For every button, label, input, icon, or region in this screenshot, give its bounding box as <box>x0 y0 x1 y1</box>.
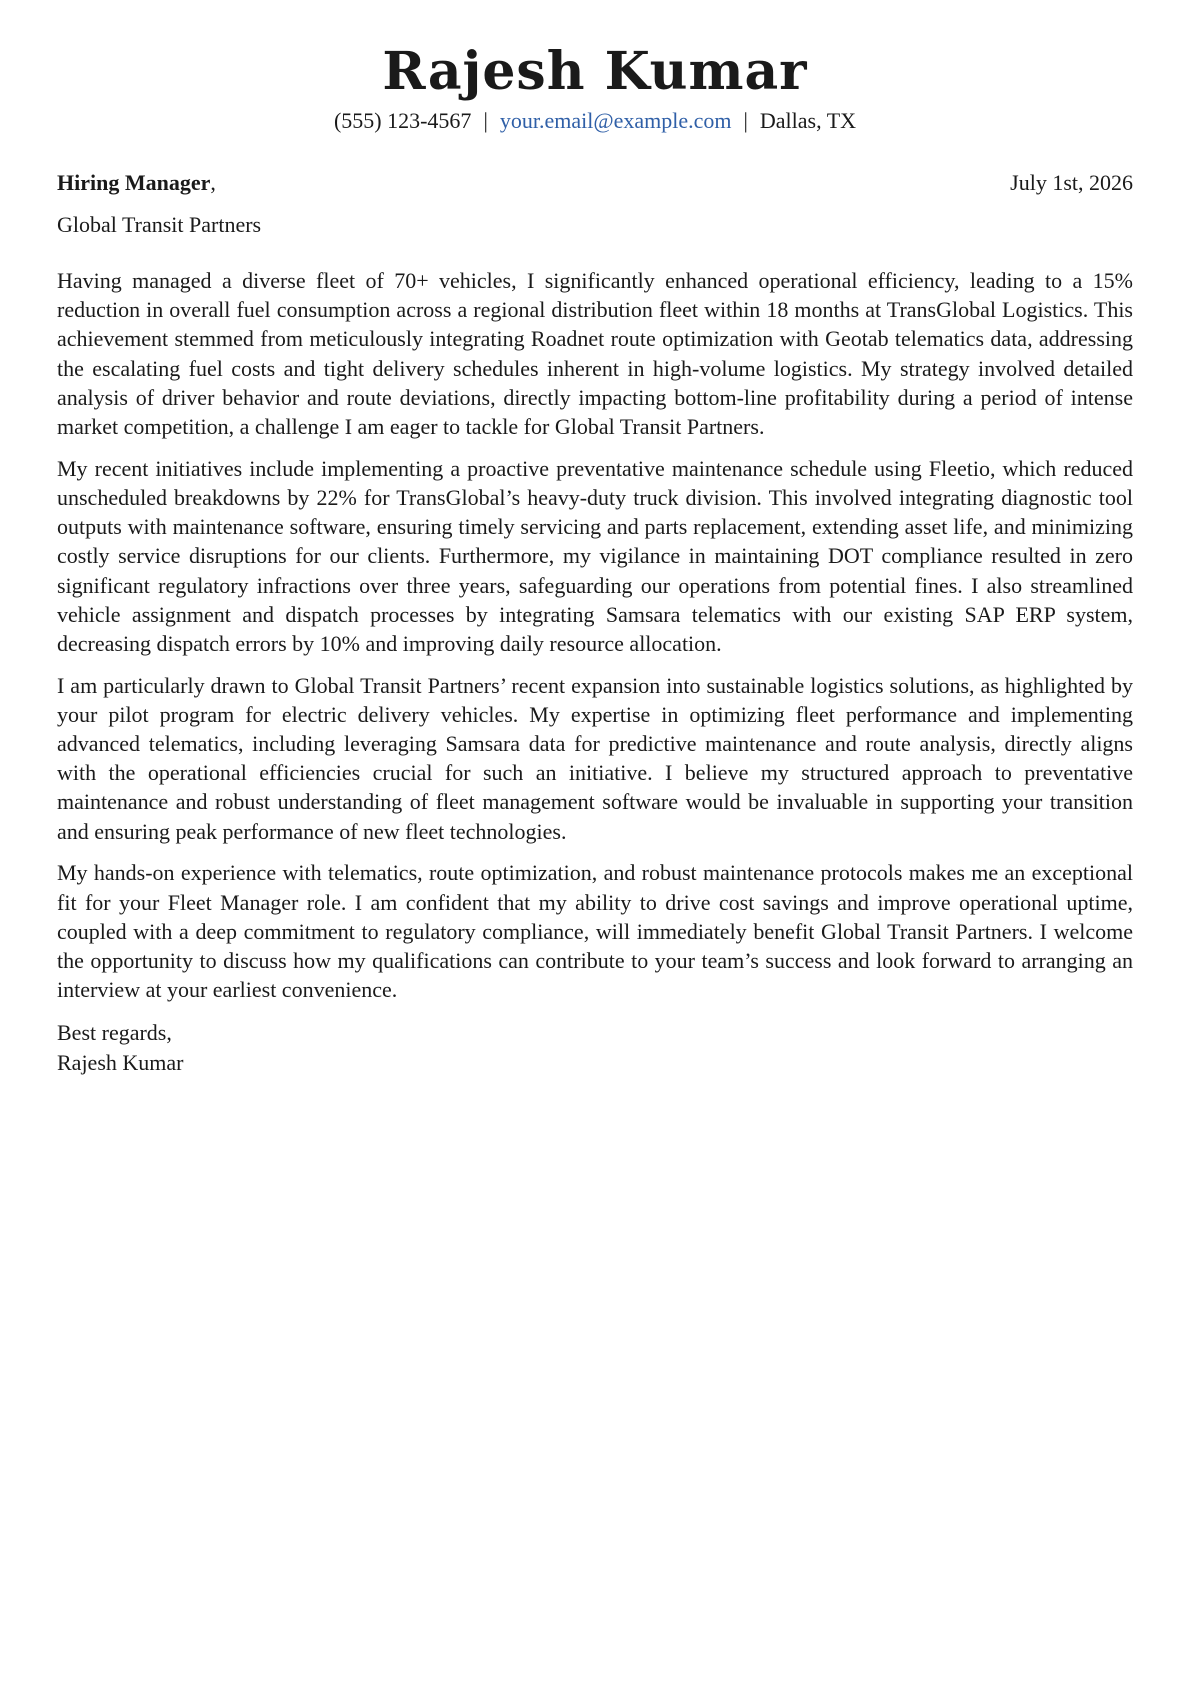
body-paragraph-2: My recent initiatives include implementing a proactive preventative maintenance schedule using Fleetio, which reduced unscheduled breakdowns by 22% for TransGlobal’s heavy-duty truck division. This involved integrating diagnostic tool outputs with maintenance software, ensuring timely servicing and parts replacement, extending asset life, and minimizing costly service disruptions for our clients. Furthermore, my vigilance in maintaining DOT compliance resulted in zero significant regulatory infractions over three years, safeguarding our operations from potential fines. I also streamlined vehicle assignment and dispatch processes by integrating Samsara telematics with our existing SAP ERP system, decreasing dispatch errors by 10% and improving daily resource allocation. <box>57 455 1133 656</box>
letter-body <box>57 266 1133 1004</box>
location: Dallas, TX <box>759 108 857 133</box>
cover-letter-page <box>57 40 1133 1077</box>
letter-closing <box>57 1018 1133 1077</box>
salutation-punctuation: , <box>210 170 216 195</box>
separator: | <box>743 108 748 133</box>
separator: | <box>483 108 488 133</box>
body-paragraph-4: My hands-on experience with telematics, route optimization, and robust maintenance protocols makes me an exceptional fit for your Fleet Manager role. I am confident that my ability to drive cost savings and improve operational uptime, coupled with a deep commitment to regulatory compliance, will immediately benefit Global Transit Partners. I welcome the opportunity to discuss how my qualifications can contribute to your team’s success and look forward to arranging an interview at your earliest convenience. <box>57 860 1133 1003</box>
recipient-row <box>57 168 1133 198</box>
applicant-name: Rajesh Kumar <box>382 41 808 102</box>
salutation <box>57 168 216 198</box>
email-link[interactable]: your.email@example.com <box>499 108 732 133</box>
recipient-title: Hiring Manager <box>57 170 211 195</box>
body-paragraph-3: I am particularly drawn to Global Transit Partners’ recent expansion into sustainable logistics solutions, as highlighted by your pilot program for electric delivery vehicles. My expertise in optimizing fleet performance and implementing advanced telematics, including leveraging Samsara data for predictive maintenance and route analysis, directly aligns with the operational efficiencies crucial for such an initiative. I believe my structured approach to preventative maintenance and robust understanding of fleet management software would be invaluable in supporting your transition and ensuring peak performance of new fleet technologies. <box>57 672 1133 844</box>
recipient-company: Global Transit Partners <box>57 212 262 237</box>
letter-header <box>57 40 1133 136</box>
letter-date: July 1st, 2026 <box>1010 170 1133 195</box>
phone-number: (555) 123-4567 <box>333 108 472 133</box>
contact-line <box>57 106 1133 136</box>
body-paragraph-1: Having managed a diverse fleet of 70+ vehicles, I significantly enhanced operational efficiency, leading to a 15% reduction in overall fuel consumption across a regional distribution fleet within 18 months at TransGlobal Logistics. This achievement stemmed from meticulously integrating Roadnet route optimization with Geotab telematics data, addressing the escalating fuel costs and tight delivery schedules inherent in high-volume logistics. My strategy involved detailed analysis of driver behavior and route deviations, directly impacting bottom-line profitability during a period of intense market competition, a challenge I am eager to tackle for Global Transit Partners. <box>57 268 1133 440</box>
valediction: Best regards, <box>57 1020 172 1046</box>
signature-name: Rajesh Kumar <box>57 1049 184 1075</box>
